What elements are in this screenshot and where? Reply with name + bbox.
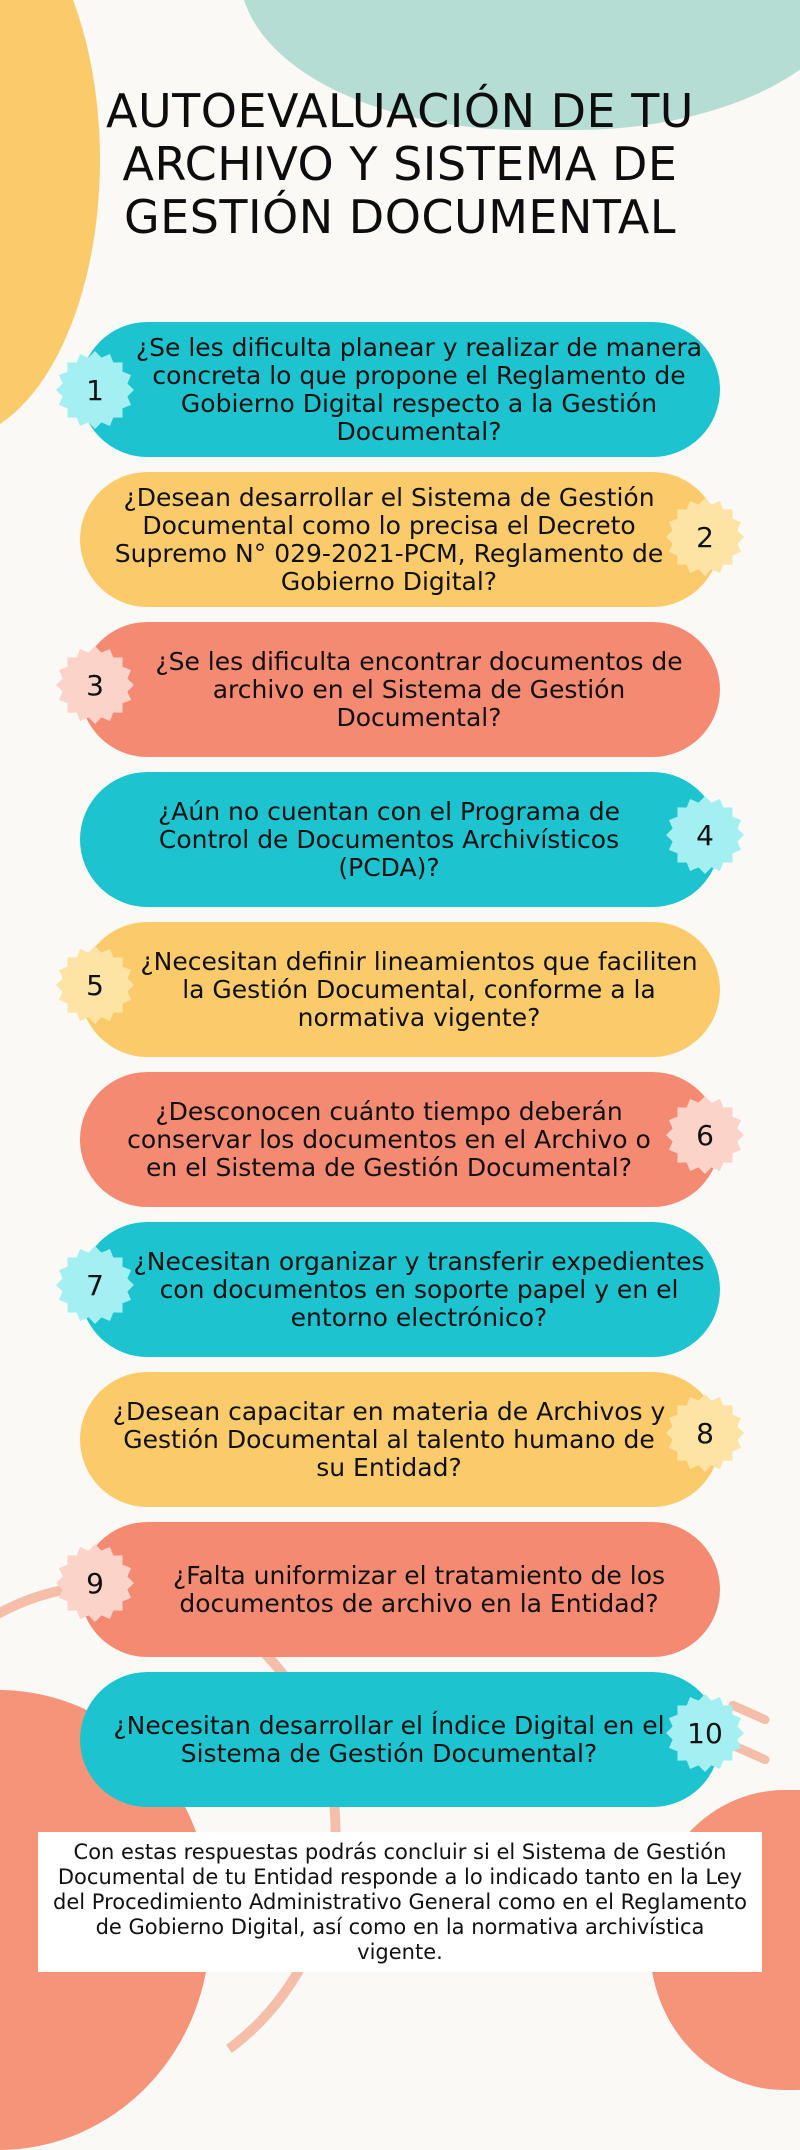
badge-number: 1 bbox=[86, 373, 104, 407]
number-badge-2 bbox=[665, 497, 745, 577]
number-badge-10 bbox=[665, 1693, 745, 1773]
question-card-8 bbox=[80, 1372, 720, 1507]
number-badge-4 bbox=[665, 795, 745, 875]
question-text: ¿Necesitan desarrollar el Índice Digital en el Sistema de Gestión Documental? bbox=[113, 1710, 665, 1768]
question-card-9 bbox=[80, 1522, 720, 1657]
question-text: ¿Falta uniformizar el tratamiento de los documentos de archivo en la Entidad? bbox=[172, 1560, 666, 1618]
badge-number: 3 bbox=[86, 668, 104, 702]
number-badge-1 bbox=[55, 350, 135, 430]
question-card-5 bbox=[80, 922, 720, 1057]
question-text: ¿Se les dificulta planear y realizar de manera concreta lo que propone el Reglamento de Gobierno Digital respecto a la Gestión Documental? bbox=[135, 332, 703, 446]
badge-number: 8 bbox=[696, 1416, 714, 1450]
question-text: ¿Desean desarrollar el Sistema de Gestión Documental como lo precisa el Decreto Supremo N° 029-2021-PCM, Reglamento de Gobierno Digital? bbox=[114, 482, 664, 596]
number-badge-3 bbox=[55, 645, 135, 725]
page-title: AUTOEVALUACIÓN DE TU ARCHIVO Y SISTEMA DE GESTIÓN DOCUMENTAL bbox=[106, 84, 694, 244]
question-card-7 bbox=[80, 1222, 720, 1357]
badge-number: 6 bbox=[696, 1118, 714, 1152]
number-badge-8 bbox=[665, 1393, 745, 1473]
number-badge-9 bbox=[55, 1543, 135, 1623]
badge-number: 5 bbox=[86, 968, 104, 1002]
question-text: ¿Se les dificulta encontrar documentos de archivo en el Sistema de Gestión Documental? bbox=[155, 646, 683, 732]
question-card-1 bbox=[80, 322, 720, 457]
number-badge-5 bbox=[55, 945, 135, 1025]
question-text: ¿Aún no cuentan con el Programa de Control de Documentos Archivísticos (PCDA)? bbox=[158, 796, 620, 882]
question-card-2 bbox=[80, 472, 720, 607]
conclusion-note bbox=[38, 1832, 762, 1972]
question-text: ¿Desconocen cuánto tiempo deberán conservar los documentos en el Archivo o en el Sistema de Gestión Documental? bbox=[127, 1096, 651, 1182]
question-text: ¿Necesitan definir lineamientos que faciliten la Gestión Documental, conforme a la normativa vigente? bbox=[140, 946, 698, 1032]
question-card-6 bbox=[80, 1072, 720, 1207]
question-text: ¿Necesitan organizar y transferir expedientes con documentos en soporte papel y en el entorno electrónico? bbox=[133, 1246, 705, 1332]
badge-number: 9 bbox=[86, 1566, 104, 1600]
badge-number: 10 bbox=[687, 1716, 723, 1750]
question-card-3 bbox=[80, 622, 720, 757]
badge-number: 4 bbox=[696, 818, 714, 852]
number-badge-6 bbox=[665, 1095, 745, 1175]
badge-number: 7 bbox=[86, 1268, 104, 1302]
question-card-4 bbox=[80, 772, 720, 907]
question-text: ¿Desean capacitar en materia de Archivos y Gestión Documental al talento humano de su Entidad? bbox=[112, 1396, 666, 1482]
conclusion-text: Con estas respuestas podrás concluir si el Sistema de Gestión Documental de tu Entidad responde a lo indicado tanto en la Ley del Procedimiento Administrativo General como en el Reglamento de Gobierno Digital, así como en la normativa archivística vigente. bbox=[53, 1839, 747, 1964]
question-card-10 bbox=[80, 1672, 720, 1807]
badge-number: 2 bbox=[696, 520, 714, 554]
number-badge-7 bbox=[55, 1245, 135, 1325]
